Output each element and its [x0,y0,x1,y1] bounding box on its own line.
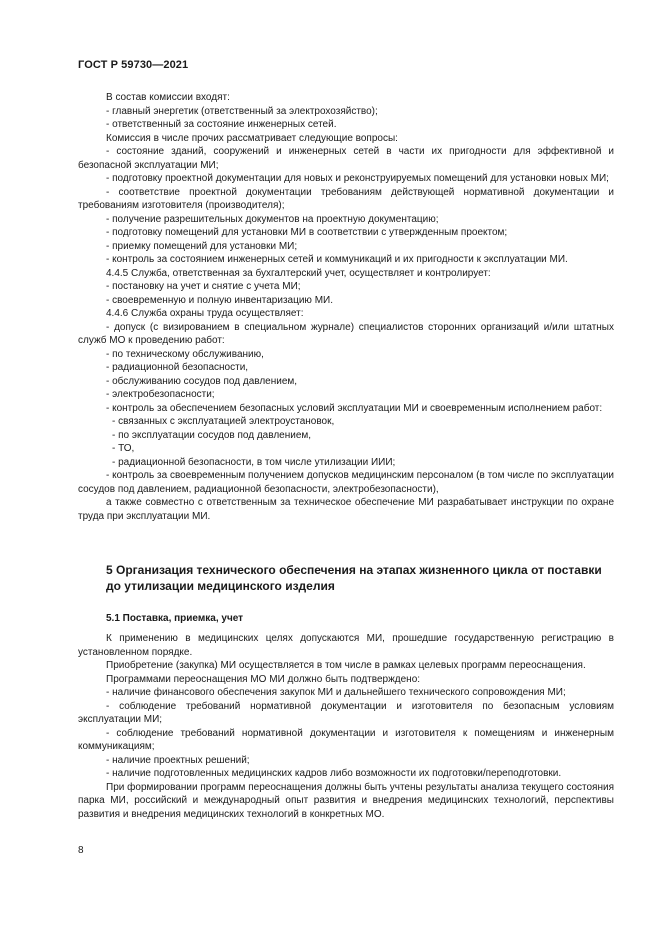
paragraph: Комиссия в числе прочих рассматривает следующие вопросы: [106,132,398,144]
list-item: - получение разрешительных документов на проектную документацию; [106,213,439,225]
paragraph: а также совместно с ответственным за техническое обеспечение МИ разрабатывает инструкции по охране труда при эксплуатации МИ. [78,497,614,522]
list-item: - соблюдение требований нормативной документации и изготовителя к помещениям и инженерным коммуникациям; [78,727,614,752]
list-item: - ответственный за состояние инженерных сетей. [106,119,337,130]
list-item: - подготовку проектной документации для новых и реконструируемых помещений для установки новых МИ; [106,173,609,184]
paragraph: В состав комиссии входят: [106,92,230,103]
list-item: - радиационной безопасности, [106,362,249,373]
list-item: - соответствие проектной документации требованиям действующей нормативной документации и требованиям изготовителя (производителя); [78,186,614,211]
list-item: - по техническому обслуживанию, [106,348,264,360]
subsection-5-1-title: 5.1 Поставка, приемка, учет [106,613,244,624]
paragraph: Программами переоснащения МО МИ должно быть подтверждено: [106,673,421,685]
list-item: - связанных с эксплуатацией электроустановок, [112,416,335,427]
section-5-title: 5 Организация технического обеспечения на этапах жизненного цикла от поставки до утилизации медицинского изделия [106,563,602,593]
list-item: - контроль за обеспечением безопасных условий эксплуатации МИ и своевременным исполнением работ: [106,402,603,414]
list-item: - наличие проектных решений; [106,754,250,766]
list-item: - ТО, [112,443,135,454]
clause-4-4-6: 4.4.6 Служба охраны труда осуществляет: [106,308,304,319]
paragraph: При формировании программ переоснащения должны быть учтены результаты анализа текущего состояния парка МИ, российский и международный опыт развития и внедрения медицинских технологий, перспективы развития и внедрения медицинских технологий в конкретных МО. [78,781,614,820]
list-item: - главный энергетик (ответственный за электрохозяйство); [106,105,378,117]
list-item: - подготовку помещений для установки МИ в соответствии с утвержденным проектом; [106,227,508,238]
commission-text-block [78,91,614,523]
list-item: - наличие подготовленных медицинских кадров либо возможности их подготовки/переподготовки. [106,768,562,779]
list-item: - соблюдение требований нормативной документации и изготовителя по безопасным условиям эксплуатации МИ; [78,700,614,725]
list-item: - своевременную и полную инвентаризацию МИ. [106,294,333,306]
list-item: - наличие финансового обеспечения закупок МИ и дальнейшего технического сопровождения МИ; [106,687,566,698]
list-item: - по эксплуатации сосудов под давлением, [112,429,312,441]
list-item: - приемку помещений для установки МИ; [106,240,298,252]
section-5-1-text-block [78,632,614,821]
list-item: - контроль за состоянием инженерных сетей и коммуникаций и их пригодности к эксплуатации МИ. [106,254,568,265]
list-item: - контроль за своевременным получением допусков медицинским персоналом (в том числе по эксплуатации сосудов под давлением, радиационной безопасности, электробезопасности), [78,470,614,495]
list-item: - постановку на учет и снятие с учета МИ; [106,281,301,292]
paragraph: К применению в медицинских целях допускаются МИ, прошедшие государственную регистрацию в установленном порядке. [78,633,614,658]
list-item: - обслуживанию сосудов под давлением, [106,375,298,387]
document-header: ГОСТ Р 59730—2021 [78,59,189,71]
list-item: - состояние зданий, сооружений и инженерных сетей в части их пригодности для эффективной и безопасной эксплуатации МИ; [78,146,614,171]
list-item: - электробезопасности; [106,389,215,400]
page-number: 8 [78,845,84,856]
list-item: - допуск (с визированием в специальном журнале) специалистов сторонних организаций и/или штатных служб МО к проведению работ: [78,321,614,346]
list-item: - радиационной безопасности, в том числе утилизации ИИИ; [112,456,396,468]
clause-4-4-5: 4.4.5 Служба, ответственная за бухгалтерский учет, осуществляет и контролирует: [106,267,491,279]
paragraph: Приобретение (закупка) МИ осуществляется в том числе в рамках целевых программ переоснащения. [106,660,586,671]
